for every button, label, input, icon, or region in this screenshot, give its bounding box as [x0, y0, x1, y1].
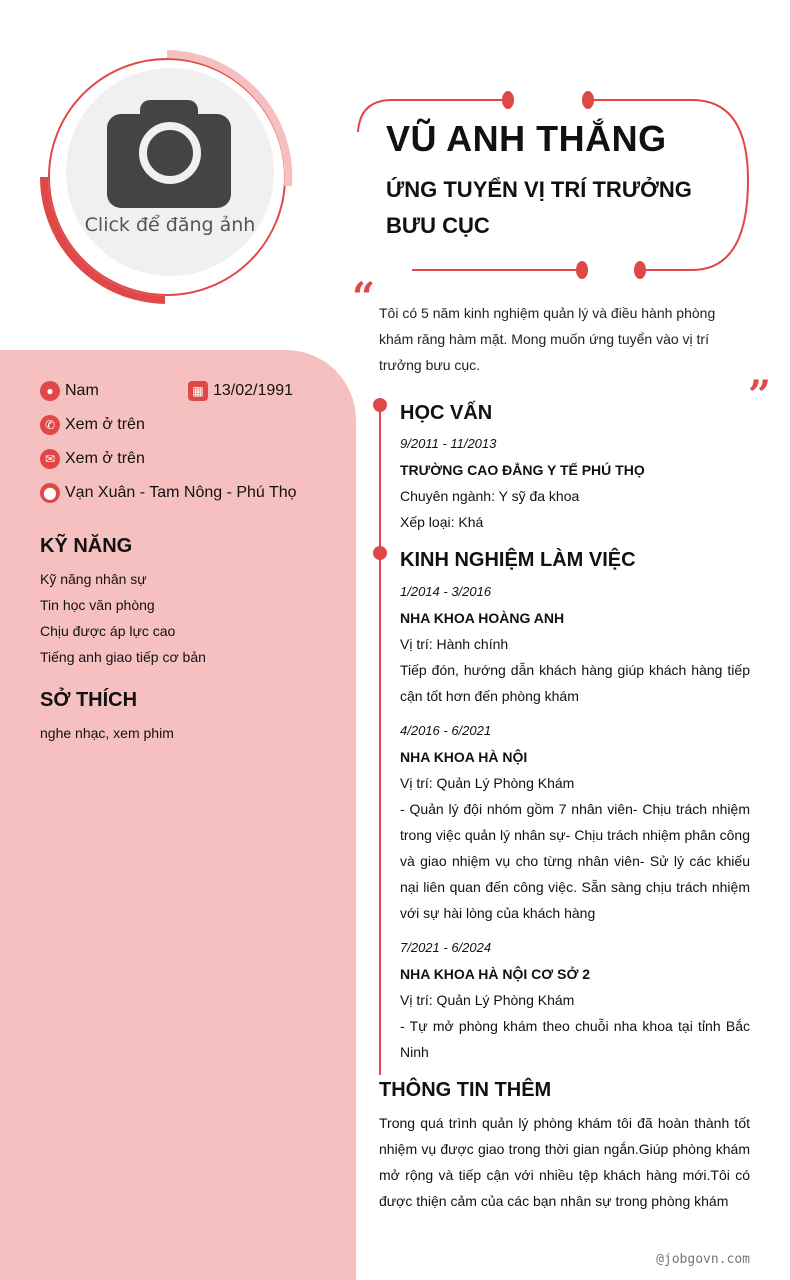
education-date: 9/2011 - 11/2013: [400, 436, 497, 451]
education-entry: [400, 431, 750, 535]
job-org: NHA KHOA HOÀNG ANH: [400, 610, 565, 626]
target-role: ỨNG TUYỂN VỊ TRÍ TRƯỞNG BƯU CỤC: [386, 177, 692, 238]
calendar-icon: ▦: [188, 381, 208, 401]
job-position: Vị trí: Quản Lý Phòng Khám: [400, 775, 575, 791]
open-quote-icon: “: [352, 274, 376, 321]
skills-list: [40, 566, 206, 670]
extra-title: THÔNG TIN THÊM: [379, 1079, 552, 1101]
extra-text: Trong quá trình quản lý phòng khám tôi đã hoàn thành tốt nhiệm vụ được giao trong thời gian ngắn.Giúp phòng khám mở rộng và tiếp cận với nhiều tệp khách hàng mới.Tôi có được thiện cảm của các bạn nhân sự trong phòng khám: [379, 1115, 750, 1209]
list-item: Kỹ năng nhân sự: [40, 571, 147, 587]
job-org: NHA KHOA HÀ NỘI CƠ SỞ 2: [400, 966, 591, 982]
skills-title: KỸ NĂNG: [40, 535, 133, 557]
job-entry: [400, 935, 750, 1065]
job-date: 4/2016 - 6/2021: [400, 723, 492, 738]
job-date: 1/2014 - 3/2016: [400, 584, 492, 599]
experience-title: KINH NGHIỆM LÀM VIỆC: [400, 549, 636, 571]
job-position: Vị trí: Hành chính: [400, 636, 509, 652]
hobbies-title: SỞ THÍCH: [40, 689, 138, 711]
phone-row: [40, 415, 145, 435]
phone-value: Xem ở trên: [65, 416, 145, 433]
hobbies-text: nghe nhạc, xem phim: [40, 725, 174, 741]
education-title: HỌC VẤN: [400, 402, 493, 424]
education-rank: Xếp loại: Khá: [400, 514, 484, 530]
user-icon: ●: [40, 381, 60, 401]
list-item: Tiếng anh giao tiếp cơ bản: [40, 649, 206, 665]
job-entry: [400, 718, 750, 926]
job-entry: [400, 579, 750, 709]
camera-lens-icon: [139, 122, 201, 184]
dob-value: 13/02/1991: [213, 382, 294, 399]
email-icon: ✉: [40, 449, 60, 469]
job-description: - Tự mở phòng khám theo chuỗi nha khoa tại tỉnh Bắc Ninh: [400, 1018, 750, 1060]
upload-photo-label[interactable]: Click để đăng ảnh: [84, 214, 256, 236]
gender-row: [40, 381, 99, 401]
location-pin-icon: ⬤: [40, 483, 60, 503]
education-school: TRƯỜNG CAO ĐẲNG Y TẾ PHÚ THỌ: [400, 462, 645, 478]
job-org: NHA KHOA HÀ NỘI: [400, 749, 528, 765]
gender-value: Nam: [65, 382, 99, 399]
job-date: 7/2021 - 6/2024: [400, 940, 492, 955]
job-position: Vị trí: Quản Lý Phòng Khám: [400, 992, 575, 1008]
close-quote-icon: ”: [748, 372, 772, 419]
career-summary: Tôi có 5 năm kinh nghiệm quản lý và điều hành phòng khám răng hàm mặt. Mong muốn ứng tuyển vào vị trí trưởng bưu cục.: [379, 305, 716, 373]
footer-credit: @jobgovn.com: [656, 1252, 750, 1267]
timeline-line: [379, 405, 381, 1075]
candidate-name: VŨ ANH THẮNG: [386, 118, 667, 159]
list-item: Tin học văn phòng: [40, 597, 155, 613]
dob-row: [188, 381, 293, 401]
phone-icon: ✆: [40, 415, 60, 435]
email-value: Xem ở trên: [65, 450, 145, 467]
job-description: - Quản lý đội nhóm gồm 7 nhân viên- Chịu trách nhiệm trong việc quản lý nhân sự- Chịu trách nhiệm phân công và giao nhiệm vụ cho từng nhân viên- Sử lý các khiếu nại liên quan đến công việc. Sẵn sàng chịu trách nhiệm với sự hài lòng của khách hàng: [400, 801, 750, 921]
job-description: Tiếp đón, hướng dẫn khách hàng giúp khách hàng tiếp cận tốt hơn đến phòng khám: [400, 662, 750, 704]
address-row: [40, 483, 297, 503]
email-row: [40, 449, 145, 469]
education-major: Chuyên ngành: Y sỹ đa khoa: [400, 488, 580, 504]
timeline-dot: [373, 398, 387, 412]
timeline-dot: [373, 546, 387, 560]
list-item: Chịu được áp lực cao: [40, 623, 176, 639]
address-value: Vạn Xuân - Tam Nông - Phú Thọ: [65, 484, 297, 501]
